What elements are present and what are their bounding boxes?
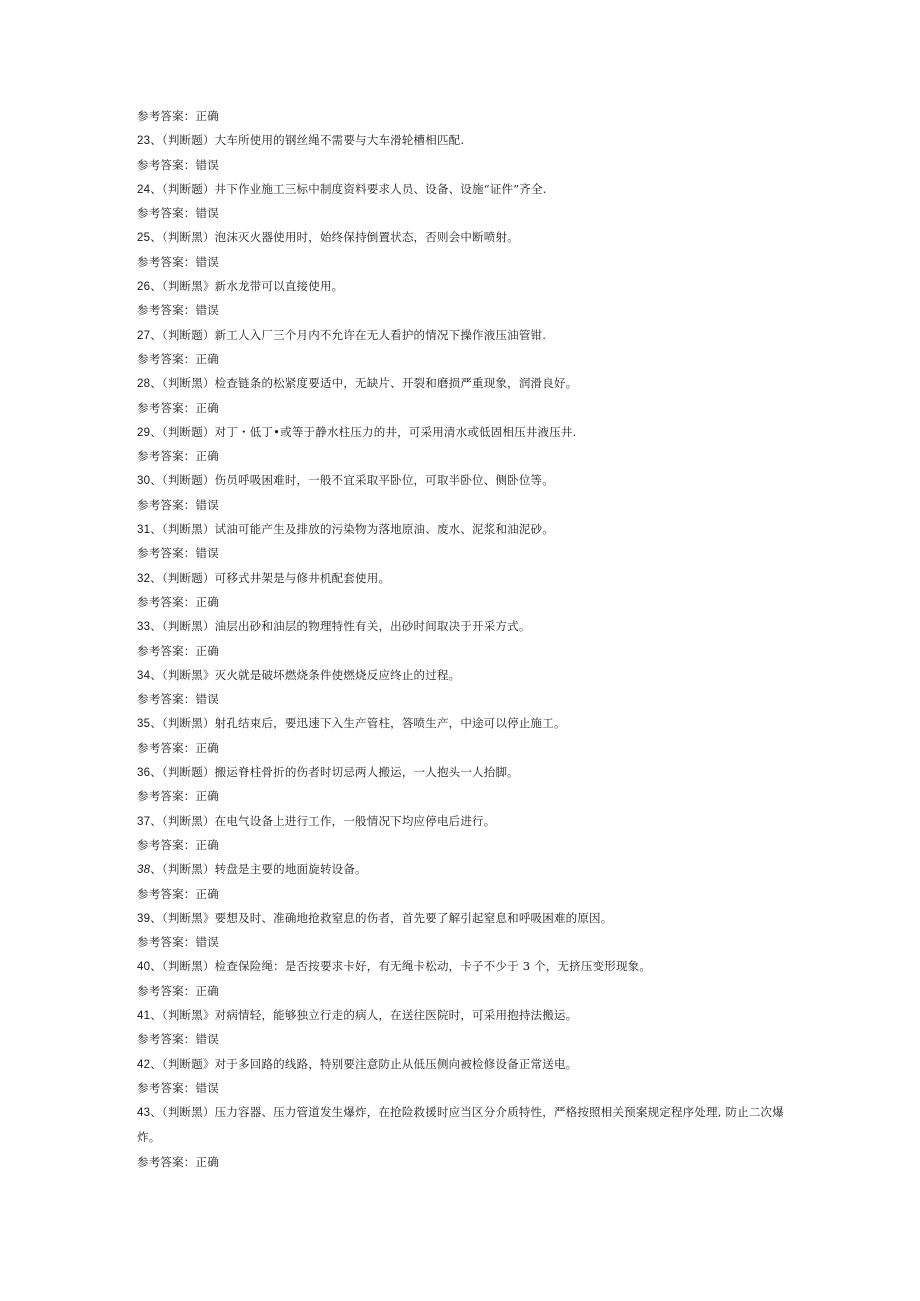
- answer-label: 参考答案：: [137, 789, 196, 804]
- answer-value: 正确: [195, 886, 219, 901]
- question-type: （判断黑）: [161, 959, 215, 974]
- question-text: 对丁・低丁•或等于静水柱压力的井，可采用清水或低固相压井液压井.: [214, 424, 577, 439]
- question-line: [137, 1052, 797, 1076]
- answer-value: 正确: [195, 351, 219, 366]
- question-separator: 、: [150, 910, 162, 925]
- question-type: （判断黑》: [161, 279, 215, 294]
- question-number: 28: [137, 378, 151, 391]
- answer-line: [137, 444, 797, 468]
- question-type: （判断黑》: [161, 667, 215, 682]
- question-line: [137, 177, 797, 201]
- answer-value: 错误: [195, 303, 219, 318]
- answer-line: [137, 979, 797, 1003]
- question-type: （判断题）: [161, 424, 215, 439]
- answer-label: 参考答案：: [137, 935, 196, 950]
- question-separator: 、: [150, 570, 162, 585]
- answer-value: 正确: [195, 789, 219, 804]
- answer-value: 正确: [195, 400, 219, 415]
- question-number: 41: [137, 1009, 151, 1022]
- answer-value: 错误: [195, 254, 219, 269]
- question-separator: 、: [150, 181, 162, 196]
- question-separator: 、: [150, 959, 162, 974]
- question-text: 井下作业施工三标中制度资料要求人员、设备、设施“证件”齐全.: [214, 181, 547, 196]
- question-line: [137, 954, 797, 978]
- question-separator: 、: [150, 716, 162, 731]
- question-number: 35: [137, 718, 151, 731]
- answer-label: 参考答案：: [137, 837, 196, 852]
- question-number: 29: [137, 426, 151, 439]
- question-text: 检查链条的松紧度要适中，无缺片、开裂和磨损严重现象，润滑良好。: [214, 376, 578, 391]
- answer-line: [137, 1150, 797, 1174]
- answer-line: [137, 201, 797, 225]
- question-text: 新工人入厂三个月内不允许在无人看护的情况下操作液压油管钳.: [214, 327, 547, 342]
- question-type: （判断题）: [161, 473, 215, 488]
- answer-line: [137, 153, 797, 177]
- answer-line: [137, 882, 797, 906]
- question-line: [137, 1003, 797, 1027]
- answer-value: 错误: [195, 692, 219, 707]
- question-type: （判断题）: [161, 765, 215, 780]
- question-type: （判断黑）: [161, 522, 215, 537]
- answer-value: 正确: [195, 1154, 219, 1169]
- answer-value: 正确: [195, 109, 219, 123]
- question-separator: 、: [150, 619, 162, 634]
- question-line: [137, 225, 797, 249]
- question-text: 压力容器、压力管道发生爆炸，在抢险救援时应当区分介质特性，严格按照相关预案规定程序处理, 防止二次爆炸。: [137, 1105, 784, 1145]
- question-text: 大车所使用的钢丝绳不需要与大车滑轮槽相匹配.: [214, 133, 465, 148]
- question-type: （判断黑）: [161, 716, 215, 731]
- answer-label: 参考答案：: [137, 303, 196, 318]
- answer-label: 参考答案：: [137, 351, 196, 366]
- question-text: 搬运脊柱骨折的伤者时切忌两人搬运，一人抱头一人抬脚。: [214, 765, 519, 780]
- answer-value: 错误: [195, 546, 219, 561]
- question-line: [137, 809, 797, 833]
- answer-label: 参考答案：: [137, 1080, 196, 1095]
- question-separator: 、: [150, 327, 162, 342]
- answer-value: 错误: [195, 935, 219, 950]
- question-number: 27: [137, 329, 151, 342]
- question-number: 23: [137, 135, 151, 148]
- answer-label: 参考答案：: [137, 594, 196, 609]
- answer-label: 参考答案：: [137, 206, 196, 221]
- question-line: [137, 614, 797, 638]
- question-number: 31: [137, 524, 151, 537]
- question-number: 32: [137, 572, 151, 585]
- question-text: 对病情轻，能够独立行走的病人，在送往医院时，可采用抱持法搬运。: [214, 1007, 578, 1022]
- question-line: [137, 1100, 797, 1150]
- question-type: （判断黑）: [161, 230, 215, 245]
- question-type: （判断黑》: [161, 1007, 215, 1022]
- question-type: （判断题）: [161, 133, 215, 148]
- question-separator: 、: [150, 473, 162, 488]
- answer-line: [137, 347, 797, 371]
- answer-line: [137, 930, 797, 954]
- answer-line: [137, 396, 797, 420]
- question-type: （判断黑》: [161, 910, 215, 925]
- question-separator: 、: [150, 813, 162, 828]
- question-text: 伤员呼吸困难时，一般不宜采取平卧位，可取半卧位、侧卧位等。: [214, 473, 554, 488]
- question-separator: 、: [150, 862, 162, 877]
- question-line: [137, 274, 797, 298]
- question-text: 转盘是主要的地面旋转设备。: [214, 862, 367, 877]
- answer-value: 正确: [195, 643, 219, 658]
- answer-line: [137, 687, 797, 711]
- answer-line: [137, 736, 797, 760]
- question-line: [137, 760, 797, 784]
- question-line: [137, 128, 797, 152]
- question-type: （判断黑）: [161, 619, 215, 634]
- answer-value: 错误: [195, 497, 219, 512]
- answer-line: [137, 590, 797, 614]
- question-separator: 、: [150, 522, 162, 537]
- question-number: 24: [137, 183, 151, 196]
- question-number: 34: [137, 669, 151, 682]
- question-separator: 、: [150, 1007, 162, 1022]
- question-text: 在电气设备上进行工作，一般情况下均应停电后进行。: [214, 813, 496, 828]
- question-line: [137, 323, 797, 347]
- answer-label: 参考答案：: [137, 643, 196, 658]
- question-text: 检查保险绳：是否按要求卡好，有无绳卡松动，卡子不少于 3 个，无挤压变形现象。: [214, 959, 652, 974]
- answer-label: 参考答案：: [137, 400, 196, 415]
- question-text: 灭火就是破坏燃烧条件使燃烧反应终止的过程。: [214, 667, 461, 682]
- question-text: 要想及时、准确地抢救窒息的伤者，首先要了解引起窒息和呼吸困难的原因。: [214, 910, 613, 925]
- question-separator: 、: [150, 1105, 162, 1120]
- question-text: 对于多回路的线路，特别要注意防止从低压侧向被检修设备正常送电。: [214, 1056, 578, 1071]
- question-separator: 、: [150, 667, 162, 682]
- question-separator: 、: [150, 279, 162, 294]
- question-line: [137, 420, 797, 444]
- question-type: （判断题）: [161, 570, 215, 585]
- question-text: 射孔结束后，要迅速下入生产管柱，答喷生产，中途可以停止施工。: [214, 716, 566, 731]
- question-separator: 、: [150, 765, 162, 780]
- question-text: 新水龙带可以直接使用。: [214, 279, 344, 294]
- answer-label: 参考答案：: [137, 1154, 196, 1169]
- question-line: [137, 468, 797, 492]
- answer-line: [137, 784, 797, 808]
- question-line: [137, 711, 797, 735]
- question-line: [137, 517, 797, 541]
- question-separator: 、: [150, 133, 162, 148]
- question-number: 33: [137, 621, 151, 634]
- answer-label: 参考答案：: [137, 1032, 196, 1047]
- question-separator: 、: [150, 1056, 162, 1071]
- question-type: （判断黑）: [161, 862, 215, 877]
- answer-line: [137, 1076, 797, 1100]
- question-line: [137, 906, 797, 930]
- answer-value: 正确: [195, 983, 219, 998]
- answer-value: 错误: [195, 206, 219, 221]
- question-line: [137, 857, 797, 881]
- question-type: （判断黑）: [161, 376, 215, 391]
- question-separator: 、: [150, 424, 162, 439]
- question-type: （判断题）: [161, 327, 215, 342]
- answer-value: 错误: [195, 157, 219, 172]
- question-number: 37: [137, 815, 151, 828]
- answer-label: 参考答案：: [137, 449, 196, 464]
- question-type: （判断题》: [161, 1056, 215, 1071]
- question-line: [137, 663, 797, 687]
- answer-value: 正确: [195, 594, 219, 609]
- answer-label: 参考答案：: [137, 109, 196, 123]
- answer-label: 参考答案：: [137, 546, 196, 561]
- answer-label: 参考答案：: [137, 497, 196, 512]
- question-number: 42: [137, 1058, 151, 1071]
- question-number: 38: [137, 864, 151, 877]
- answer-line: [137, 104, 797, 128]
- question-type: （判断黑）: [161, 813, 215, 828]
- answer-line: [137, 541, 797, 565]
- question-text: 泡沫灭火器使用时，始终保持倒置状态，否则会中断喷射。: [214, 230, 519, 245]
- answer-line: [137, 833, 797, 857]
- answer-label: 参考答案：: [137, 983, 196, 998]
- question-number: 43: [137, 1107, 151, 1120]
- question-text: 试油可能产生及排放的污染物为落地原油、废水、泥浆和油泥砂。: [214, 522, 554, 537]
- question-separator: 、: [150, 230, 162, 245]
- question-number: 25: [137, 232, 151, 245]
- question-type: （判断题）: [161, 181, 215, 196]
- answer-value: 正确: [195, 740, 219, 755]
- answer-label: 参考答案：: [137, 740, 196, 755]
- answer-line: [137, 250, 797, 274]
- answer-value: 错误: [195, 1080, 219, 1095]
- question-line: [137, 371, 797, 395]
- answer-label: 参考答案：: [137, 886, 196, 901]
- question-text: 可移式井架是与修井机配套使用。: [214, 570, 391, 585]
- question-number: 30: [137, 475, 151, 488]
- question-text: 油层出砂和油层的物理特性有关，出砂时间取决于开采方式。: [214, 619, 531, 634]
- question-list: [137, 104, 797, 1174]
- answer-label: 参考答案：: [137, 692, 196, 707]
- question-type: （判断黑）: [161, 1105, 215, 1120]
- answer-value: 正确: [195, 449, 219, 464]
- answer-label: 参考答案：: [137, 254, 196, 269]
- answer-line: [137, 639, 797, 663]
- answer-line: [137, 1027, 797, 1051]
- answer-value: 正确: [195, 837, 219, 852]
- answer-line: [137, 493, 797, 517]
- answer-value: 错误: [195, 1032, 219, 1047]
- question-separator: 、: [150, 376, 162, 391]
- question-number: 36: [137, 767, 151, 780]
- question-line: [137, 566, 797, 590]
- question-number: 26: [137, 281, 151, 294]
- question-number: 40: [137, 961, 151, 974]
- answer-label: 参考答案：: [137, 157, 196, 172]
- answer-line: [137, 298, 797, 322]
- question-number: 39: [137, 912, 151, 925]
